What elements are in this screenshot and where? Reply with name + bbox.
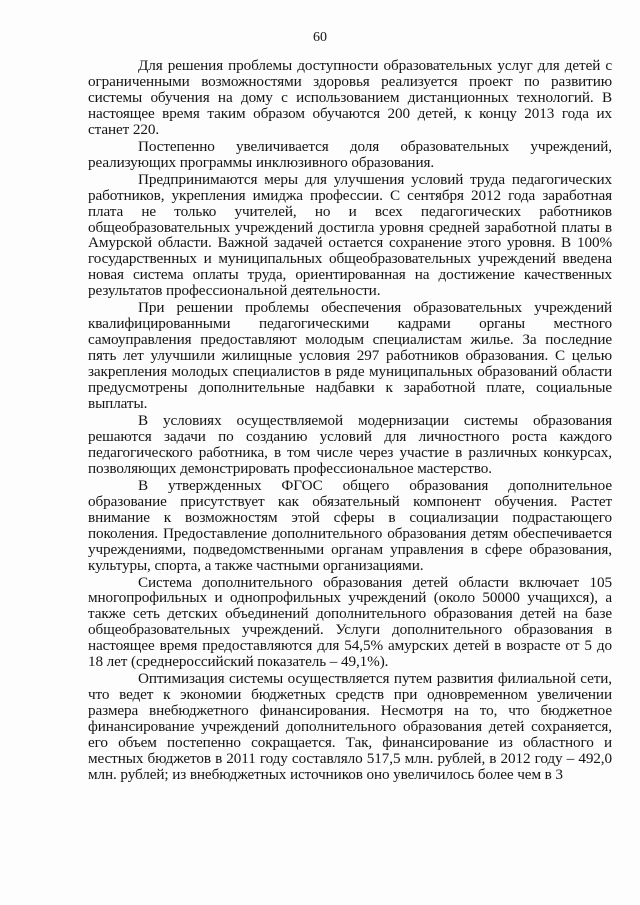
paragraph-system-optimization: Оптимизация системы осуществляется путем развития филиальной сети, что ведет к экономии бюджетных средств при одновременном увеличении размера внебюджетного финансирования. Несмотря на то, что бюджетное финансирование учреждений дополнительного образования детей сохраняется, его объем постепенно сокращается. Так, финансирование из областного и местных бюджетов в 2011 году составляло 517,5 млн. рублей, в 2012 году – 492,0 млн. рублей; из внебюджетных источников оно увеличилось более чем в 3 <box>88 670 612 783</box>
paragraph-additional-education-system: Система дополнительного образования детей области включает 105 многопрофильных и однопрофильных учреждений (около 50000 учащихся), а также сеть детских объединений дополнительного образования детей на базе общеобразовательных учреждений. Услуги дополнительного образования в настоящее время предоставляются для 54,5% амурских детей в возрасте от 5 до 18 лет (среднероссийский показатель – 49,1%). <box>88 573 612 671</box>
paragraph-inclusive-education: Постепенно увеличивается доля образовательных учреждений, реализующих программы инклюзивного образования. <box>88 137 612 171</box>
paragraph-remote-learning: Для решения проблемы доступности образовательных услуг для детей с ограниченными возможностями здоровья реализуется проект по развитию системы обучения на дому с использованием дистанционных технологий. В настоящее время таким образом обучаются 200 детей, к концу 2013 года их станет 220. <box>88 57 612 138</box>
body-text <box>88 58 612 783</box>
paragraph-professional-growth: В условиях осуществляемой модернизации системы образования решаются задачи по созданию условий для личностного роста каждого педагогического работника, в том числе через участие в различных конкурсах, позволяющих демонстрировать профессиональное мастерство. <box>88 411 612 477</box>
page-number: 60 <box>313 30 327 45</box>
paragraph-fgos-additional-education: В утвержденных ФГОС общего образования дополнительное образование присутствует как обязательный компонент обучения. Растет внимание к возможностям этой сферы в социализации подрастающего поколения. Предоставление дополнительного образования детям обеспечивается учреждениями, подведомственными органам управления в сфере образования, культуры, спорта, а также частными организациями. <box>88 476 612 574</box>
paragraph-working-conditions: Предпринимаются меры для улучшения условий труда педагогических работников, укрепления имиджа профессии. С сентября 2012 года заработная плата не только учителей, но и всех педагогических работников общеобразовательных учреждений достигла уровня средней заработной платы в Амурской области. Важной задачей остается сохранение этого уровня. В 100% государственных и муниципальных общеобразовательных учреждений введена новая система оплаты труда, ориентированная на достижение качественных результатов профессиональной деятельности. <box>88 170 612 300</box>
paragraph-young-specialists-housing: При решении проблемы обеспечения образовательных учреждений квалифицированными педагогическими кадрами органы местного самоуправления предоставляют молодым специалистам жилье. За последние пять лет улучшили жилищные условия 297 работников образования. С целью закрепления молодых специалистов в ряде муниципальных образований области предусмотрены дополнительные надбавки к заработной плате, социальные выплаты. <box>88 299 612 413</box>
